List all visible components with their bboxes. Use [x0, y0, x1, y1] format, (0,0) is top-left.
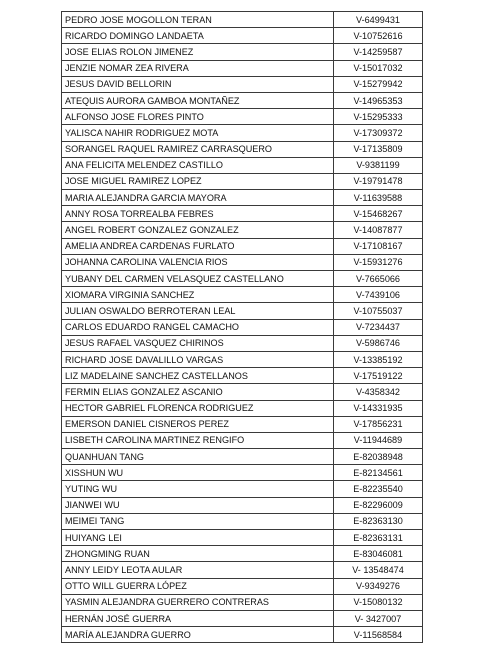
table-row	[62, 238, 423, 254]
table-row	[62, 60, 423, 76]
id-number-cell: V- 13548474	[334, 562, 423, 578]
table-row	[62, 271, 423, 287]
table-row	[62, 368, 423, 384]
table-row	[62, 173, 423, 189]
id-number-cell: V-14331935	[334, 400, 423, 416]
table-row	[62, 513, 423, 529]
id-number-cell: V-15468267	[334, 206, 423, 222]
roster-table-body	[62, 12, 423, 643]
table-row	[62, 303, 423, 319]
person-name-cell: YASMIN ALEJANDRA GUERRERO CONTRERAS	[62, 594, 334, 610]
id-number-cell: V-10752616	[334, 28, 423, 44]
person-name-cell: ZHONGMING RUAN	[62, 546, 334, 562]
table-row	[62, 627, 423, 643]
person-name-cell: QUANHUAN TANG	[62, 449, 334, 465]
person-name-cell: EMERSON DANIEL CISNEROS PEREZ	[62, 416, 334, 432]
id-number-cell: V-19791478	[334, 173, 423, 189]
table-row	[62, 416, 423, 432]
person-name-cell: JOHANNA CAROLINA VALENCIA RIOS	[62, 254, 334, 270]
person-name-cell: RICHARD JOSE DAVALILLO VARGAS	[62, 351, 334, 367]
table-row	[62, 12, 423, 28]
person-name-cell: AMELIA ANDREA CARDENAS FURLATO	[62, 238, 334, 254]
id-number-cell: E-82235540	[334, 481, 423, 497]
id-number-cell: V-15295333	[334, 109, 423, 125]
table-row	[62, 76, 423, 92]
person-name-cell: RICARDO DOMINGO LANDAETA	[62, 28, 334, 44]
table-row	[62, 335, 423, 351]
id-number-cell: E-82038948	[334, 449, 423, 465]
person-name-cell: HERNÁN JOSÉ GUERRA	[62, 610, 334, 626]
id-number-cell: V-9381199	[334, 157, 423, 173]
id-number-cell: V-7234437	[334, 319, 423, 335]
table-row	[62, 44, 423, 60]
id-number-cell: V-5986746	[334, 335, 423, 351]
person-name-cell: JENZIE NOMAR ZEA RIVERA	[62, 60, 334, 76]
id-number-cell: V-10755037	[334, 303, 423, 319]
person-name-cell: PEDRO JOSE MOGOLLON TERAN	[62, 12, 334, 28]
id-number-cell: V-14259587	[334, 44, 423, 60]
table-row	[62, 449, 423, 465]
id-number-cell: V-4358342	[334, 384, 423, 400]
table-row	[62, 432, 423, 448]
person-name-cell: MARÍA ALEJANDRA GUERRO	[62, 627, 334, 643]
roster-table	[61, 11, 423, 643]
id-number-cell: V-17135809	[334, 141, 423, 157]
id-number-cell: E-82296009	[334, 497, 423, 513]
person-name-cell: JESUS RAFAEL VASQUEZ CHIRINOS	[62, 335, 334, 351]
table-row	[62, 400, 423, 416]
person-name-cell: YUBANY DEL CARMEN VELASQUEZ CASTELLANO	[62, 271, 334, 287]
id-number-cell: V-15080132	[334, 594, 423, 610]
table-row	[62, 125, 423, 141]
id-number-cell: V-17309372	[334, 125, 423, 141]
person-name-cell: FERMIN ELIAS GONZALEZ ASCANIO	[62, 384, 334, 400]
id-number-cell: V-17519122	[334, 368, 423, 384]
id-number-cell: V-11568584	[334, 627, 423, 643]
id-number-cell: V-17856231	[334, 416, 423, 432]
id-number-cell: V-17108167	[334, 238, 423, 254]
person-name-cell: ATEQUIS AURORA GAMBOA MONTAÑEZ	[62, 92, 334, 108]
person-name-cell: OTTO WILL GUERRA LÓPEZ	[62, 578, 334, 594]
table-row	[62, 351, 423, 367]
id-number-cell: V-14965353	[334, 92, 423, 108]
person-name-cell: JESUS DAVID BELLORIN	[62, 76, 334, 92]
person-name-cell: ANGEL ROBERT GONZALEZ GONZALEZ	[62, 222, 334, 238]
id-number-cell: V-7665066	[334, 271, 423, 287]
person-name-cell: JIANWEI WU	[62, 497, 334, 513]
id-number-cell: V-15017032	[334, 60, 423, 76]
person-name-cell: JULIAN OSWALDO BERROTERAN LEAL	[62, 303, 334, 319]
id-number-cell: V-13385192	[334, 351, 423, 367]
person-name-cell: MARIA ALEJANDRA GARCIA MAYORA	[62, 190, 334, 206]
table-row	[62, 530, 423, 546]
id-number-cell: E-83046081	[334, 546, 423, 562]
id-number-cell: V-9349276	[334, 578, 423, 594]
person-name-cell: ALFONSO JOSE FLORES PINTO	[62, 109, 334, 125]
table-row	[62, 254, 423, 270]
table-row	[62, 319, 423, 335]
person-name-cell: XISSHUN WU	[62, 465, 334, 481]
table-row	[62, 109, 423, 125]
table-row	[62, 497, 423, 513]
id-number-cell: V- 3427007	[334, 610, 423, 626]
table-row	[62, 562, 423, 578]
person-name-cell: CARLOS EDUARDO RANGEL CAMACHO	[62, 319, 334, 335]
id-number-cell: V-15279942	[334, 76, 423, 92]
id-number-cell: V-7439106	[334, 287, 423, 303]
person-name-cell: SORANGEL RAQUEL RAMIREZ CARRASQUERO	[62, 141, 334, 157]
id-number-cell: V-15931276	[334, 254, 423, 270]
id-number-cell: V-11639588	[334, 190, 423, 206]
person-name-cell: ANNY ROSA TORREALBA FEBRES	[62, 206, 334, 222]
person-name-cell: YUTING WU	[62, 481, 334, 497]
person-name-cell: YALISCA NAHIR RODRIGUEZ MOTA	[62, 125, 334, 141]
person-name-cell: JOSE ELIAS ROLON JIMENEZ	[62, 44, 334, 60]
id-number-cell: E-82363131	[334, 530, 423, 546]
person-name-cell: LIZ MADELAINE SANCHEZ CASTELLANOS	[62, 368, 334, 384]
person-name-cell: HUIYANG LEI	[62, 530, 334, 546]
person-name-cell: XIOMARA VIRGINIA SANCHEZ	[62, 287, 334, 303]
table-row	[62, 222, 423, 238]
table-row	[62, 384, 423, 400]
person-name-cell: HECTOR GABRIEL FLORENCA RODRIGUEZ	[62, 400, 334, 416]
table-row	[62, 92, 423, 108]
person-name-cell: JOSE MIGUEL RAMIREZ LOPEZ	[62, 173, 334, 189]
person-name-cell: ANNY LEIDY LEOTA AULAR	[62, 562, 334, 578]
table-row	[62, 141, 423, 157]
id-number-cell: V-14087877	[334, 222, 423, 238]
table-row	[62, 190, 423, 206]
person-name-cell: ANA FELICITA MELENDEZ CASTILLO	[62, 157, 334, 173]
table-row	[62, 157, 423, 173]
table-row	[62, 465, 423, 481]
person-name-cell: LISBETH CAROLINA MARTINEZ RENGIFO	[62, 432, 334, 448]
id-number-cell: E-82363130	[334, 513, 423, 529]
table-row	[62, 481, 423, 497]
id-number-cell: E-82134561	[334, 465, 423, 481]
person-name-cell: MEIMEI TANG	[62, 513, 334, 529]
table-row	[62, 287, 423, 303]
id-number-cell: V-6499431	[334, 12, 423, 28]
id-number-cell: V-11944689	[334, 432, 423, 448]
table-row	[62, 28, 423, 44]
table-row	[62, 578, 423, 594]
table-row	[62, 594, 423, 610]
table-row	[62, 546, 423, 562]
table-row	[62, 206, 423, 222]
table-row	[62, 610, 423, 626]
